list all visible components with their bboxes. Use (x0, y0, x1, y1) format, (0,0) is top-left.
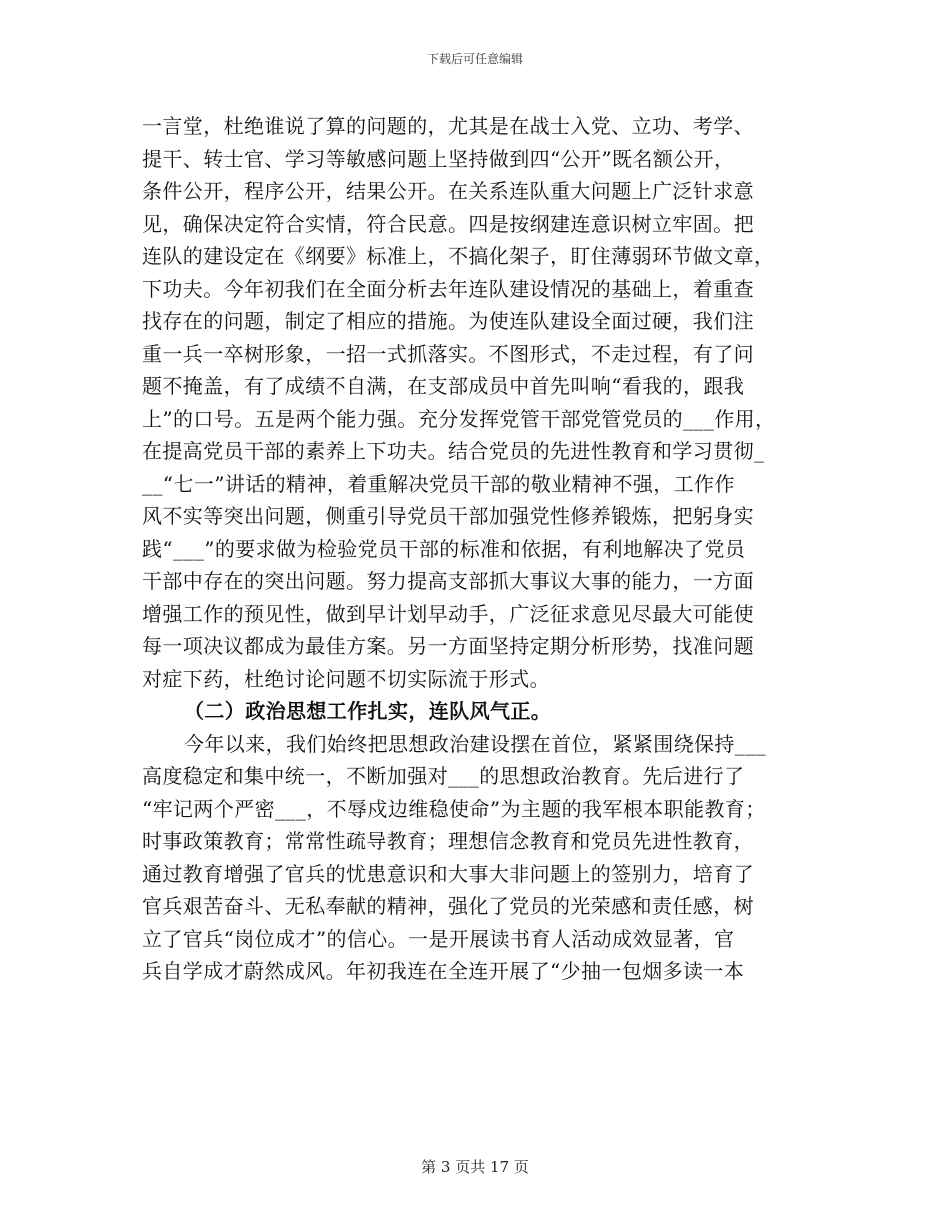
body-line: 题不掩盖，有了成绩不自满，在支部成员中首先叫响“看我的，跟我 (142, 374, 745, 398)
body-line: __“七一”讲话的精神，着重解决党员干部的敬业精神不强，工作作 (142, 471, 735, 496)
section-heading: （二）政治思想工作扎实，连队风气正。 (184, 699, 552, 723)
document-body (142, 110, 818, 988)
body-line: 上”的口号。五是两个能力强。充分发挥党管干部党管党员的___作用， (142, 406, 776, 431)
body-line: 对症下药，杜绝讨论问题不切实际流于形式。 (142, 666, 550, 691)
section-line: “牢记两个严密___，不辱戍边维稳使命”为主题的我军根本职能教育； (142, 796, 766, 821)
page-footer: 第 3 页共 17 页 (421, 1158, 529, 1176)
section-line: 官兵艰苦奋斗、无私奉献的精神，强化了党员的光荣感和责任感，树 (142, 894, 754, 918)
body-line: 下功夫。今年初我们在全面分析去年连队建设情况的基础上，着重查 (142, 276, 754, 301)
body-line: 风不实等突出问题，侧重引导党员干部加强党性修养锻炼，把躬身实 (142, 504, 754, 528)
body-line: 重一兵一卒树形象，一招一式抓落实。不图形式，不走过程，有了问 (142, 341, 754, 366)
body-line: 条件公开，程序公开，结果公开。在关系连队重大问题上广泛针求意 (142, 179, 754, 203)
body-line: 一言堂，杜绝谁说了算的问题的，尤其是在战士入党、立功、考学、 (142, 114, 754, 138)
body-line: 践“___”的要求做为检验党员干部的标准和依据，有利地解决了党员 (142, 536, 746, 561)
section-line: 通过教育增强了官兵的忧患意识和大事大非问题上的签别力，培育了 (142, 861, 754, 886)
body-line: 连队的建设定在《纲要》标准上，不搞化架子，盯住薄弱环节做文章， (142, 244, 775, 268)
section-line: 时事政策教育；常常性疏导教育；理想信念教育和党员先进性教育， (142, 829, 754, 853)
page-header: 下载后可任意编辑 (426, 52, 523, 66)
body-line: 见，确保决定符合实情，符合民意。四是按纲建连意识树立牢固。把 (142, 211, 754, 236)
body-line: 在提高党员干部的素养上下功夫。结合党员的先进性教育和学习贯彻_ (142, 439, 765, 463)
body-line: 增强工作的预见性，做到早计划早动手，广泛征求意见尽最大可能使 (142, 601, 754, 626)
body-line: 每一项决议都成为最佳方案。另一方面坚持定期分析形势，找准问题 (142, 634, 754, 658)
section-line: 高度稳定和集中统一，不断加强对___的思想政治教育。先后进行了 (142, 764, 745, 788)
body-line: 提干、转士官、学习等敏感问题上坚持做到四“公开”既名额公开， (142, 146, 735, 171)
body-line: 找存在的问题，制定了相应的措施。为使连队建设全面过硬，我们注 (142, 309, 754, 333)
section-line: 兵自学成才蔚然成风。年初我连在全连开展了“少抽一包烟多读一本 (142, 959, 745, 983)
section-line: 今年以来，我们始终把思想政治建设摆在首位，紧紧围绕保持___ (184, 731, 766, 756)
section-line: 立了官兵“岗位成才”的信心。一是开展读书育人活动成效显著，官 (142, 926, 735, 951)
body-line: 干部中存在的突出问题。努力提高支部抓大事议大事的能力，一方面 (142, 569, 754, 593)
